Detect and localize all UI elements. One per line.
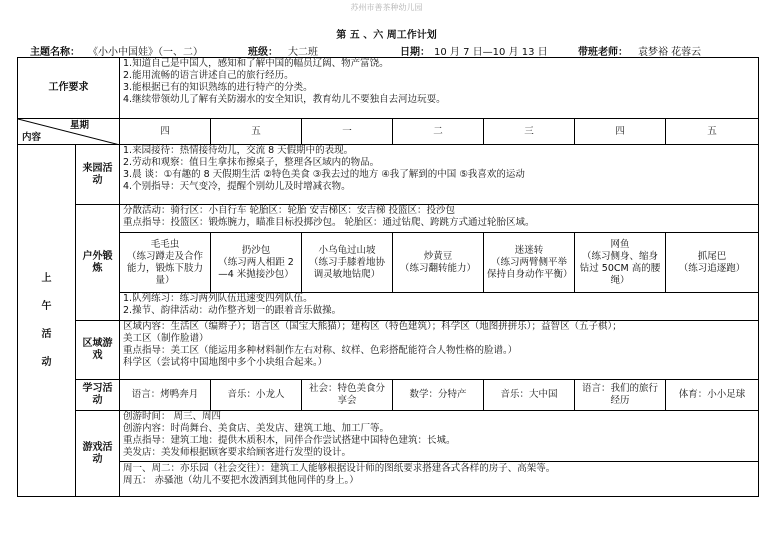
morning-section-label: 上午活动 (18, 145, 76, 497)
page-title: 第 五 、六 周工作计划 (336, 30, 437, 41)
requirement-item: 1.知道自己是中国人，感知和了解中国的幅员辽阔、物产富饶。 (123, 58, 389, 69)
outdoor-game: 扔沙包 （练习两人相距 2—4 米抛接沙包） (211, 233, 302, 293)
week-label: 星期 (70, 120, 90, 131)
day-header: 二 (393, 119, 484, 145)
day-header: 四 (120, 119, 211, 145)
outdoor-zones (120, 205, 759, 233)
week-content-header (18, 119, 120, 145)
game-item: 创游时间： 周三、周四 (123, 411, 222, 422)
game-content (120, 411, 759, 497)
study-item: 音乐：大中国 (484, 380, 575, 411)
arrival-label: 来园活动 (76, 145, 120, 205)
outdoor-game: 炒黄豆 （练习翻转能力） (393, 233, 484, 293)
arrival-item: 2.劳动和观察：值日生拿抹布擦桌子，整理各区域内的物品。 (123, 157, 380, 168)
plan-table (17, 57, 759, 497)
class-value: 大二班 (288, 47, 318, 58)
class-label: 班级： (248, 47, 278, 58)
requirements-label: 工作要求 (18, 58, 120, 119)
outdoor-focus-line: 重点指导：投篮区：锻炼腕力，瞄准目标投掷沙包。 轮胎区：通过钻爬、跨跳方式通过轮胎区域。 (123, 217, 535, 228)
requirement-item: 3.能根据已有的知识熟练的进行特产的分类。 (123, 82, 313, 93)
area-item: 区域内容：生活区（编辫子）；语言区（国宝大熊猫）；建构区（特色建筑）；科学区（地图拼拼乐）；益智区（五子棋）； (123, 321, 622, 332)
game-item: 重点指导：建筑工地：提供木质积木，同伴合作尝试搭建中国特色建筑：长城。 (123, 435, 456, 446)
arrival-item: 3.晨 谈：①有趣的 8 天假期生活 ②特色美食 ③我去过的地方 ④我了解到的中国 ⑤我喜欢的运动 (123, 169, 525, 180)
outdoor-zone-line: 分散活动：骑行区：小自行车 轮胎区：轮胎 安吉梯区：安吉梯 投篮区：投沙包 (123, 205, 456, 216)
game-item: 美发店：美发师根据顾客要求给顾客进行发型的设计。 (123, 447, 352, 458)
arrival-item: 4.个别指导：天气变冷，提醒个别幼儿及时增减衣物。 (123, 181, 351, 192)
area-item: 重点指导：美工区（能运用多种材料制作左右对称、纹样、色彩搭配能符合人物性格的脸谱。） (123, 345, 518, 356)
header-watermark: 苏州市善茶种幼儿园 (350, 3, 423, 12)
area-label: 区域游戏 (76, 321, 120, 380)
date-label: 日期： (400, 47, 430, 58)
area-content (120, 321, 759, 380)
arrival-item: 1.来园接待：热情接待幼儿，交流 8 天假期中的表现。 (123, 145, 354, 156)
day-header: 四 (575, 119, 666, 145)
outdoor-drills (120, 293, 759, 321)
outdoor-game: 网鱼 （练习侧身、缩身钻过 50CM 高的腰绳） (575, 233, 666, 293)
game-item: 创游内容：时尚舞台、美食店、美发店、建筑工地、加工厂等。 (123, 423, 390, 434)
study-item: 语言：烤鸭奔月 (120, 380, 211, 411)
outdoor-game: 抓尾巴 （练习追逐跑） (666, 233, 759, 293)
theme-label: 主题名称： (30, 47, 80, 58)
teacher-value: 袁梦裕 花蓉云 (638, 47, 702, 58)
area-item: 科学区（尝试将中国地图中多个小块组合起来。） (123, 357, 328, 368)
outdoor-label: 户外锻炼 (76, 205, 120, 321)
date-value: 10 月 7 日—10 月 13 日 (434, 47, 548, 58)
requirement-item: 2.能用流畅的语言讲述自己的旅行经历。 (123, 70, 294, 81)
teacher-label: 带班老师： (578, 47, 628, 58)
day-header: 五 (211, 119, 302, 145)
outdoor-game: 小乌龟过山坡 （练习手膝着地协调灵敏地钻爬） (302, 233, 393, 293)
area-item: 美工区（制作脸谱） (123, 333, 209, 344)
study-label: 学习活动 (76, 380, 120, 411)
study-item: 语言：我们的旅行经历 (575, 380, 666, 411)
day-header: 三 (484, 119, 575, 145)
drill-item: 1.队列练习：练习两列队伍迅速变四列队伍。 (123, 293, 313, 304)
game-item: 周一、周二：亦乐园（社会交往）：建筑工人能够根据设计师的图纸要求搭建各式各样的房子、高架等。 (120, 461, 758, 475)
study-item: 音乐：小龙人 (211, 380, 302, 411)
study-item: 社会：特色美食分享会 (302, 380, 393, 411)
arrival-content (120, 145, 759, 205)
study-item: 数学：分特产 (393, 380, 484, 411)
day-header: 五 (666, 119, 759, 145)
game-item: 周五： 赤骚池（幼儿不要把水泼洒到其他同伴的身上。） (123, 475, 359, 486)
outdoor-game: 迷迷转 （练习两臂侧平举保持自身动作平衡） (484, 233, 575, 293)
outdoor-game: 毛毛虫 （练习蹲走及合作能力，锻炼下肢力量） (120, 233, 211, 293)
theme-value: 《小小中国娃》（一、二） (88, 47, 203, 58)
requirement-item: 4.继续带领幼儿了解有关防溺水的安全知识，教育幼儿不要独自去河边玩耍。 (123, 94, 446, 105)
drill-item: 2.操节、韵律活动：动作整齐划一的跟着音乐做操。 (123, 305, 342, 316)
game-label: 游戏活动 (76, 411, 120, 497)
content-label: 内容 (22, 132, 42, 143)
requirements-list (120, 58, 759, 119)
study-item: 体育：小小足球 (666, 380, 759, 411)
day-header: 一 (302, 119, 393, 145)
